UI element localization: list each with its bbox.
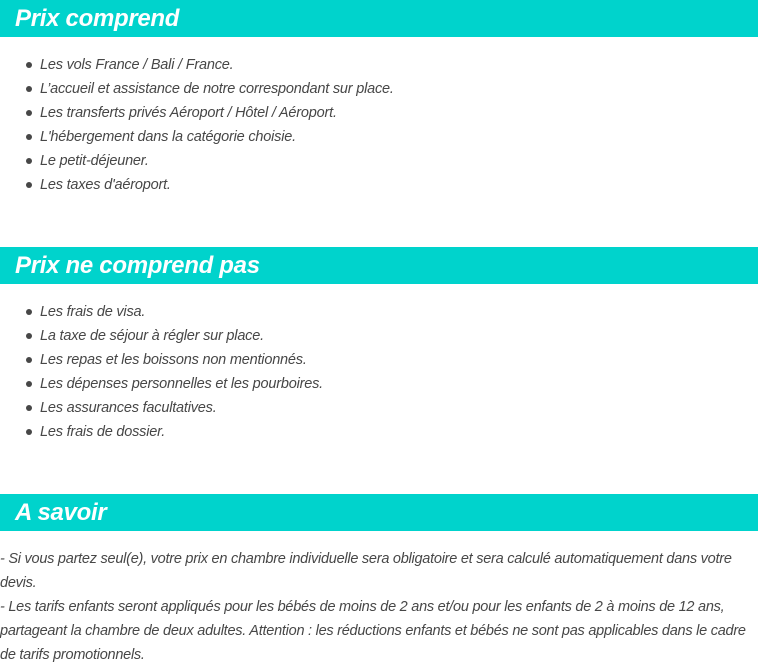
list-item (24, 324, 758, 348)
list-item-text: Les taxes d'aéroport. (40, 177, 171, 193)
bullet-icon (26, 134, 32, 140)
list-item (24, 396, 758, 420)
list-item (24, 53, 758, 77)
note-paragraph: - Si vous partez seul(e), votre prix en chambre individuelle sera obligatoire et sera calculé automatiquement dans votre devis. (0, 551, 732, 591)
bullet-icon (26, 110, 32, 116)
bullet-icon (26, 158, 32, 164)
section-prix-comprend (0, 0, 758, 197)
bullet-icon (26, 333, 32, 339)
section-title: Prix ne comprend pas (0, 247, 758, 284)
bullet-icon (26, 381, 32, 387)
list-item (24, 101, 758, 125)
bullet-icon (26, 357, 32, 363)
bullet-icon (26, 86, 32, 92)
list-item (24, 372, 758, 396)
bullet-icon (26, 429, 32, 435)
list-item-text: Les frais de dossier. (40, 424, 166, 440)
bullet-icon (26, 405, 32, 411)
list-item (24, 125, 758, 149)
bullet-icon (26, 62, 32, 68)
list-item (24, 77, 758, 101)
section-title: A savoir (0, 494, 758, 531)
list-item-text: L'hébergement dans la catégorie choisie. (40, 129, 296, 145)
list-item-text: Le petit-déjeuner. (40, 153, 149, 169)
list-item-text: Les transferts privés Aéroport / Hôtel / Aéroport. (40, 105, 337, 121)
list-item (24, 420, 758, 444)
list-item-text: L’accueil et assistance de notre correspondant sur place. (40, 81, 394, 97)
list-item-text: Les dépenses personnelles et les pourboires. (40, 376, 323, 392)
list-item (24, 348, 758, 372)
list-item-text: Les vols France / Bali / France. (40, 57, 234, 73)
note-paragraph: - Les tarifs enfants seront appliqués pour les bébés de moins de 2 ans et/ou pour les enfants de 2 à moins de 12 ans, partageant la chambre de deux adultes. Attention : les réductions enfants et bébés ne sont pas applicables dans le cadre de tarifs promotionnels. (0, 599, 746, 663)
included-list (0, 37, 758, 197)
list-item (24, 300, 758, 324)
list-item-text: Les repas et les boissons non mentionnés. (40, 352, 307, 368)
section-a-savoir (0, 494, 758, 667)
list-item-text: Les frais de visa. (40, 304, 146, 320)
list-item-text: La taxe de séjour à régler sur place. (40, 328, 264, 344)
list-item-text: Les assurances facultatives. (40, 400, 217, 416)
excluded-list (0, 284, 758, 444)
list-item (24, 173, 758, 197)
section-prix-ne-comprend-pas (0, 247, 758, 444)
notes-body (0, 531, 758, 667)
section-title: Prix comprend (0, 0, 758, 37)
bullet-icon (26, 309, 32, 315)
list-item (24, 149, 758, 173)
bullet-icon (26, 182, 32, 188)
